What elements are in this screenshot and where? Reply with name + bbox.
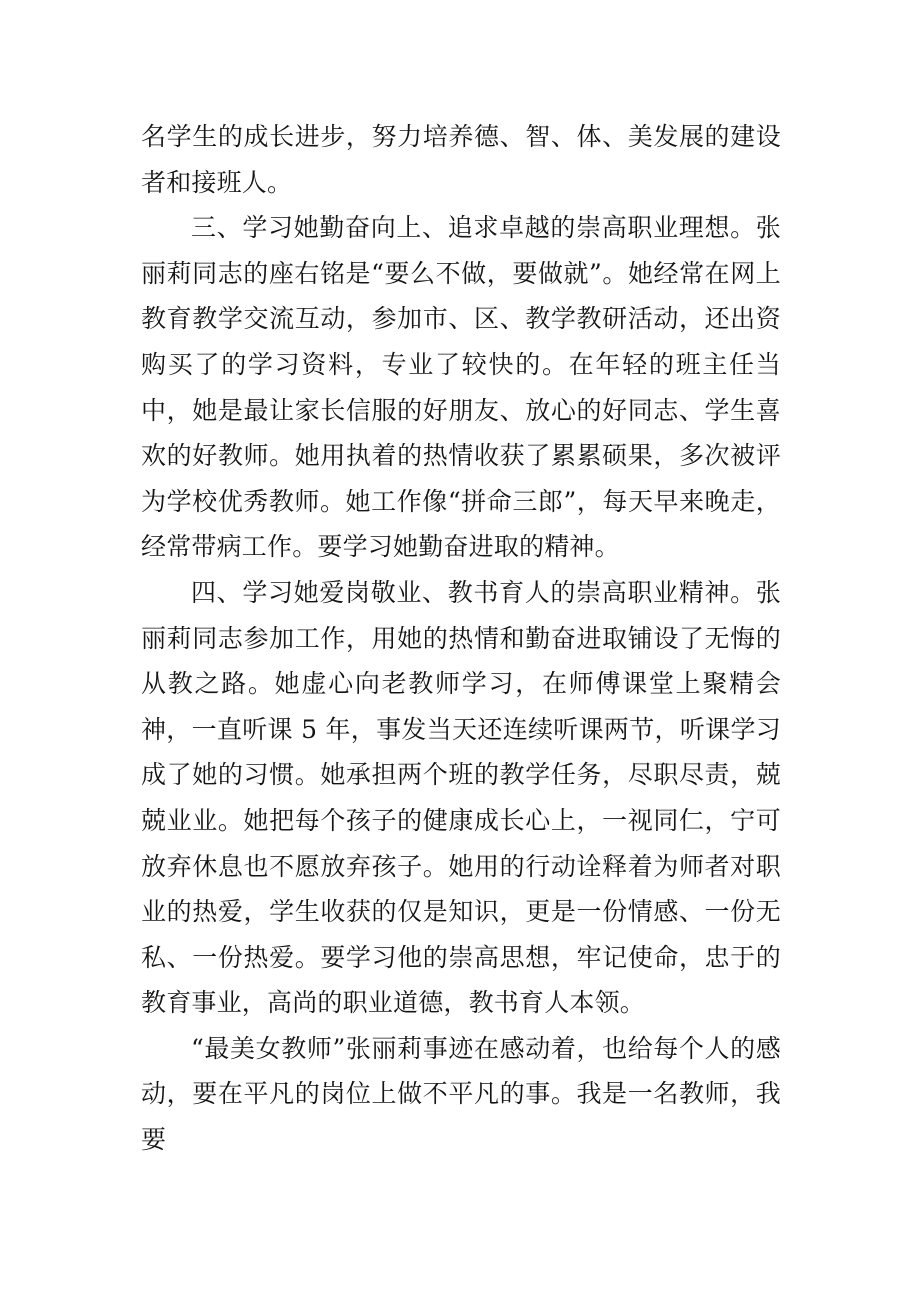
- paragraph-1: 名学生的成长进步，努力培养德、智、体、美发展的建设者和接班人。: [141, 122, 781, 197]
- paragraph-4: “最美女教师”张丽莉事迹在感动着，也给每个人的感动，要在平凡的岗位上做不平凡的事。我是一名教师，我要: [141, 1033, 781, 1155]
- paragraph-2: 三、学习她勤奋向上、追求卓越的崇高职业理想。张丽莉同志的座右铭是“要么不做，要做就”。她经常在网上教育教学交流互动，参加市、区、教学教研活动，还出资购买了的学习资料，专业了较快的。在年轻的班主任当中，她是最让家长信服的好朋友、放心的好同志、学生喜欢的好教师。她用执着的热情收获了累累硕果，多次被评为学校优秀教师。她工作像“拼命三郎”，每天早来晚走，经常带病工作。要学习她勤奋进取的精神。: [141, 213, 781, 562]
- document-body: [141, 114, 781, 1163]
- paragraph-3: 四、学习她爱岗敬业、教书育人的崇高职业精神。张丽莉同志参加工作，用她的热情和勤奋进取铺设了无悔的从教之路。她虚心向老教师学习，在师傅课堂上聚精会神，一直听课 5 年，事发当天还连续听课两节，听课学习成了她的习惯。她承担两个班的教学任务，尽职尽责，兢兢业业。她把每个孩子的健康成长心上，一视同仁，宁可放弃休息也不愿放弃孩子。她用的行动诠释着为师者对职业的热爱，学生收获的仅是知识，更是一份情感、一份无私、一份热爱。要学习他的崇高思想，牢记使命，忠于的教育事业，高尚的职业道德，教书育人本领。: [141, 577, 781, 1018]
